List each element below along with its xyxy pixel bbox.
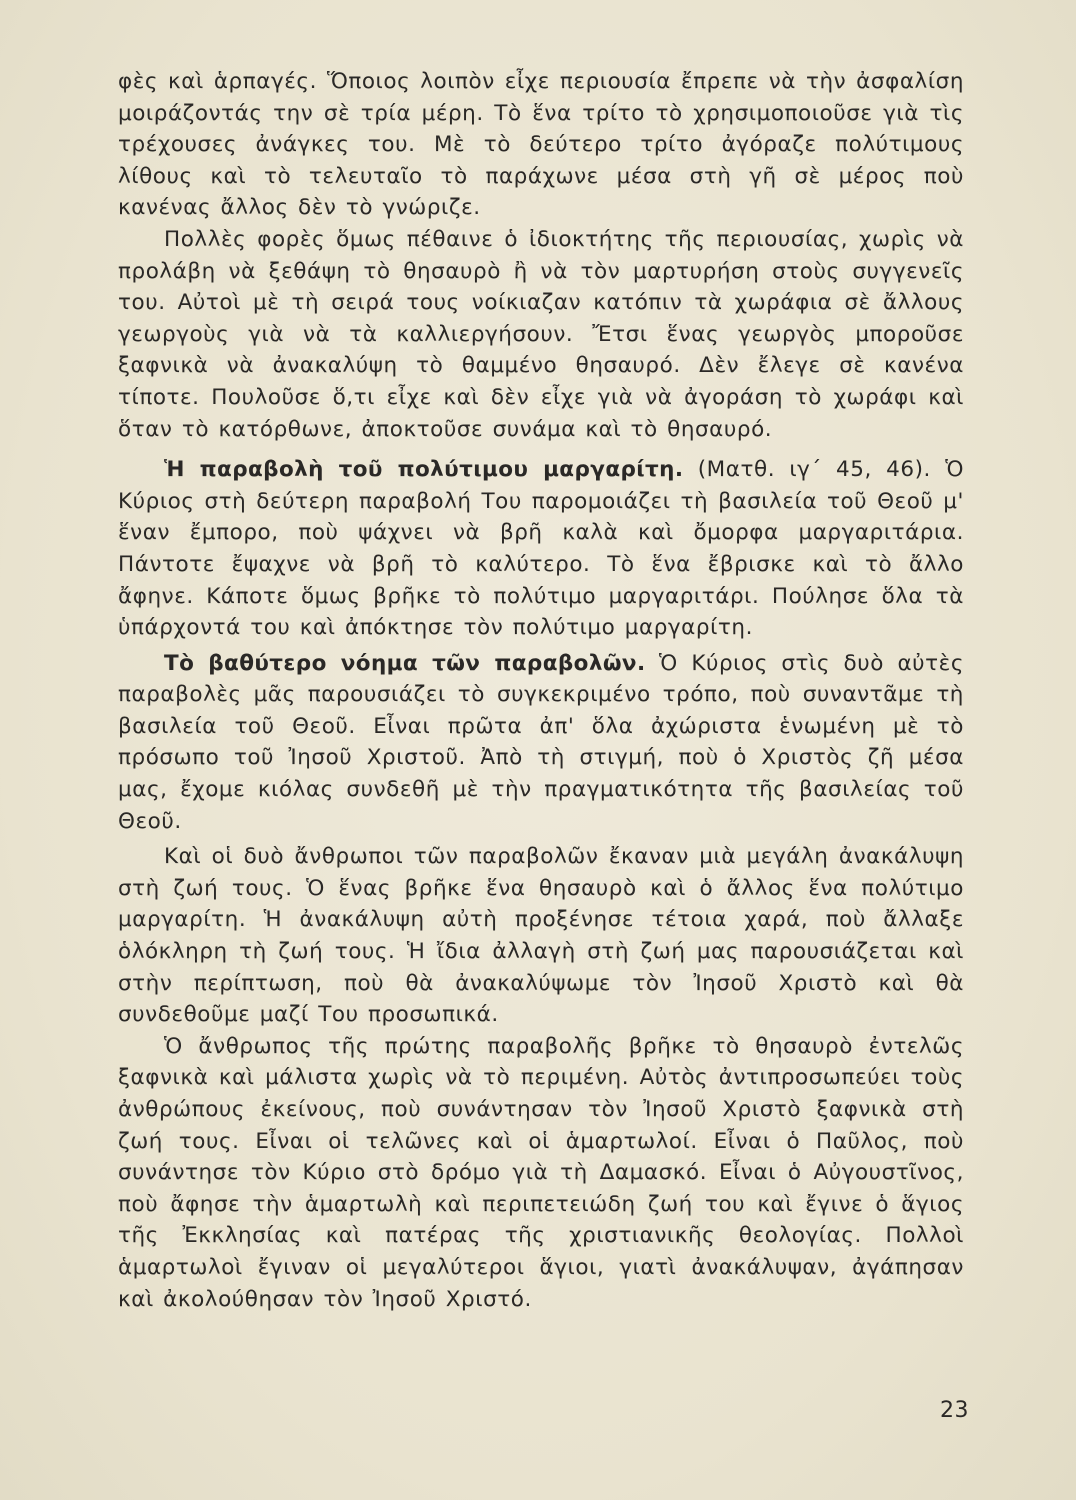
paragraph-pearl-text: (Ματθ. ιγ´ 45, 46). Ὁ Κύριος στὴ δεύτερη παραβολή Του παρομοιάζει τὴ βασιλεία τοῦ Θεοῦ μ' ἕναν ἔμπορο, ποὺ ψάχνει νὰ βρῆ καλὰ καὶ ὄμορφα μαργαριτάρια. Πάντοτε ἔψαχνε νὰ βρῆ τὸ καλύτερο. Τὸ ἕνα ἔβρισκε καὶ τὸ ἄλλο ἄφηνε. Κάποτε ὅμως βρῆκε τὸ πολύτιμο μαργαριτάρι. Πούλησε ὅλα τὰ ὑπάρχοντά του καὶ ἀπόκτησε τὸν πολύτιμο μαργαρίτη. xyxy=(118,457,964,641)
paragraph-deeper-meaning xyxy=(118,648,964,838)
paragraph-first-parable-man: Ὁ ἄνθρωπος τῆς πρώτης παραβολῆς βρῆκε τὸ θησαυρὸ ἐντελῶς ξαφνικὰ καὶ μάλιστα χωρὶς νὰ τὸ περιμένη. Αὐτὸς ἀντιπροσωπεύει τοὺς ἀνθρώπους ἐκείνους, ποὺ συνάντησαν τὸν Ἰησοῦ Χριστὸ ξαφνικὰ στὴ ζωή τους. Εἶναι οἱ τελῶνες καὶ οἱ ἁμαρτωλοί. Εἶναι ὁ Παῦλος, ποὺ συνάντησε τὸν Κύριο στὸ δρόμο γιὰ τὴ Δαμασκό. Εἶναι ὁ Αὐγουστῖνος, ποὺ ἄφησε τὴν ἁμαρτωλὴ καὶ περιπετειώδη ζωή του καὶ ἔγινε ὁ ἅγιος τῆς Ἐκκλησίας καὶ πατέρας τῆς χριστιανικῆς θεολογίας. Πολλοὶ ἁμαρτωλοὶ ἔγιναν οἱ μεγαλύτεροι ἅγιοι, γιατὶ ἀνακάλυψαν, ἀγάπησαν καὶ ἀκολούθησαν τὸν Ἰησοῦ Χριστό. xyxy=(118,1033,964,1312)
section-heading-deeper-meaning: Τὸ βαθύτερο νόημα τῶν παραβολῶν. xyxy=(164,650,646,676)
paragraph-treasure-owner: Πολλὲς φορὲς ὅμως πέθαινε ὁ ἰδιοκτήτης τῆς περιουσίας, χωρὶς νὰ προλάβη νὰ ξεθάψη τὸ θησαυρὸ ἢ νὰ τὸν μαρτυρήση στοὺς συγγενεῖς του. Αὐτοὶ μὲ τὴ σειρά τους νοίκιαζαν κατόπιν τὰ χωράφια σὲ ἄλλους γεωργοὺς γιὰ νὰ τὰ καλλιεργήσουν. Ἔτσι ἕνας γεωργὸς μποροῦσε ξαφνικὰ νὰ ἀνακαλύψη τὸ θαμμένο θησαυρό. Δὲν ἔλεγε σὲ κανένα τίποτε. Πουλοῦσε ὅ,τι εἶχε καὶ δὲν εἶχε γιὰ νὰ ἀγοράση τὸ χωράφι καὶ ὅταν τὸ κατόρθωνε, ἀποκτοῦσε συνάμα καὶ τὸ θησαυρό. xyxy=(118,226,964,442)
page-number: 23 xyxy=(940,1398,969,1423)
paragraph-pearl-parable xyxy=(118,454,964,644)
section-heading-pearl: Ἡ παραβολὴ τοῦ πολύτιμου μαργαρίτη. xyxy=(164,457,684,483)
paragraph-deeper-meaning-text: Ὁ Κύριος στὶς δυὸ αὐτὲς παραβολὲς μᾶς παρουσιάζει τὸ συγκεκριμένο τρόπο, ποὺ συναντᾶμε τὴ βασιλεία τοῦ Θεοῦ. Εἶναι πρῶτα ἀπ' ὅλα ἀχώριστα ἑνωμένη μὲ τὸ πρόσωπο τοῦ Ἰησοῦ Χριστοῦ. Ἀπὸ τὴ στιγμή, ποὺ ὁ Χριστὸς ζῆ μέσα μας, ἔχομε κιόλας συνδεθῆ μὲ τὴν πραγματικότητα τῆς βασιλείας τοῦ Θεοῦ. xyxy=(118,650,965,834)
paragraph-continuation: φὲς καὶ ἁρπαγές. Ὅποιος λοιπὸν εἶχε περιουσία ἔπρεπε νὰ τὴν ἀσφαλίση μοιράζοντάς την σὲ τρία μέρη. Τὸ ἕνα τρίτο τὸ χρησιμοποιοῦσε γιὰ τὶς τρέχουσες ἀνάγκες του. Μὲ τὸ δεύτερο τρίτο ἀγόραζε πολύτιμους λίθους καὶ τὸ τελευταῖο τὸ παράχωνε μέσα στὴ γῆ σὲ μέρος ποὺ κανένας ἄλλος δὲν τὸ γνώριζε. xyxy=(118,69,964,221)
paragraph-two-people: Καὶ οἱ δυὸ ἄνθρωποι τῶν παραβολῶν ἔκαναν μιὰ μεγάλη ἀνακάλυψη στὴ ζωή τους. Ὁ ἕνας βρῆκε ἕνα θησαυρὸ καὶ ὁ ἄλλος ἕνα πολύτιμο μαργαρίτη. Ἡ ἀνακάλυψη αὐτὴ προξένησε τέτοια χαρά, ποὺ ἄλλαξε ὁλόκληρη τὴ ζωή τους. Ἡ ἴδια ἀλλαγὴ στὴ ζωή μας παρουσιάζεται καὶ στὴν περίπτωση, ποὺ θὰ ἀνακαλύψωμε τὸν Ἰησοῦ Χριστὸ καὶ θὰ συνδεθοῦμε μαζί Του προσωπικά. xyxy=(118,844,964,1028)
page-body xyxy=(118,66,964,1315)
